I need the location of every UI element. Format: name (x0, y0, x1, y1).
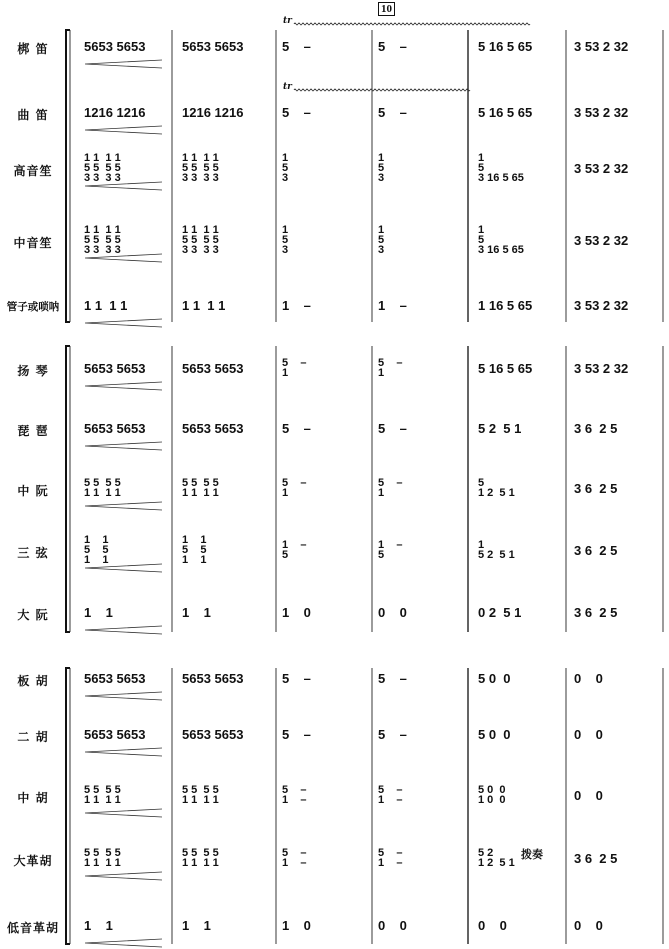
measure-notes: 5 – 1 – (282, 847, 307, 869)
measure-notes: 1 5 2 5 1 (478, 539, 515, 561)
measure-notes: 1 1 (84, 604, 113, 620)
measure-notes: 1 – (282, 297, 311, 313)
hairpin (85, 939, 162, 947)
measure-notes: 5 – (282, 104, 311, 120)
measure-notes: 1 0 (282, 604, 311, 620)
measure-notes: 1 1 1 1 5 5 5 5 3 3 3 3 (84, 152, 121, 184)
measure-notes: 5 5 5 5 1 1 1 1 (84, 784, 121, 806)
trill-line (294, 89, 470, 91)
measure-notes: 1 5 3 (378, 152, 385, 184)
instrument-label: 大革胡 (13, 854, 53, 868)
measure-notes: 1 – (378, 297, 407, 313)
measure-notes: 1 5 3 (282, 152, 289, 184)
hairpin (85, 126, 162, 134)
measure-notes: 5653 5653 (84, 670, 146, 686)
measure-notes: 5 – (282, 726, 311, 742)
measure-notes: 1 5 3 (282, 224, 289, 256)
measure-notes: 3 6 2 5 (574, 480, 618, 496)
measure-notes: 1 1 5 5 1 1 (84, 534, 109, 566)
trill-line (294, 23, 530, 25)
measure-notes: 0 0 (574, 917, 603, 933)
hairpin (85, 809, 162, 817)
measure-notes: 3 6 2 5 (574, 420, 618, 436)
measure-notes: 1216 1216 (84, 104, 146, 120)
measure-notes: 0 2 5 1 (478, 604, 522, 620)
instrument-label: 高音笙 (13, 164, 53, 178)
measure-notes: 1 1 1 1 5 5 5 5 3 3 3 3 (182, 224, 219, 256)
measure-notes: 1 1 (182, 604, 211, 620)
measure-notes: 0 0 (478, 917, 507, 933)
measure-notes: 5 – (378, 38, 407, 54)
hairpin (85, 748, 162, 756)
measure-notes: 5653 5653 (84, 360, 146, 376)
instrument-label: 二 胡 (17, 730, 49, 744)
measure-notes: 3 53 2 32 (574, 297, 629, 313)
measure-notes: 1 5 3 16 5 65 (478, 152, 524, 184)
measure-notes: 5 – (378, 726, 407, 742)
measure-notes: 3 53 2 32 (574, 104, 629, 120)
instrument-label: 三 弦 (17, 546, 49, 560)
measure-notes: 5 – 1 – (378, 784, 403, 806)
measure-notes: 0 0 (574, 787, 603, 803)
measure-notes: 5 – 1 (378, 357, 403, 379)
measure-notes: 3 6 2 5 (574, 604, 618, 620)
measure-notes: 5 – (378, 670, 407, 686)
measure-notes: 5 5 5 5 1 1 1 1 (182, 784, 219, 806)
measure-notes: 0 0 (378, 604, 407, 620)
measure-notes: 0 0 (574, 726, 603, 742)
measure-notes: 5653 5653 (84, 726, 146, 742)
measure-notes: 5 – (282, 38, 311, 54)
instrument-label: 管子或唢呐 (6, 301, 60, 313)
measure-notes: 1216 1216 (182, 104, 244, 120)
measure-notes: 5 – (378, 420, 407, 436)
measure-notes: 5 0 0 (478, 670, 511, 686)
hairpin (85, 382, 162, 390)
hairpin (85, 872, 162, 880)
measure-notes: 5 5 5 5 1 1 1 1 (182, 477, 219, 499)
measure-notes: 1 1 (182, 917, 211, 933)
measure-notes: 5653 5653 (182, 360, 244, 376)
pluck-instruction: 拨奏 (521, 848, 543, 861)
measure-notes: 5 – 1 – (378, 847, 403, 869)
system-bracket (66, 346, 70, 632)
measure-notes: 5 5 5 5 1 1 1 1 (84, 847, 121, 869)
measure-notes: 3 53 2 32 (574, 232, 629, 248)
measure-notes: 5 0 0 (478, 726, 511, 742)
instrument-label: 曲 笛 (17, 108, 49, 122)
measure-notes: 5653 5653 (84, 38, 146, 54)
measure-notes: 3 6 2 5 (574, 542, 618, 558)
measure-notes: 1 1 5 5 1 1 (182, 534, 207, 566)
trill-mark-second: tr (283, 82, 292, 92)
system-bracket (66, 668, 70, 944)
measure-notes: 5 0 0 1 0 0 (478, 784, 506, 806)
measure-notes: 5 – 1 (282, 357, 307, 379)
instrument-label: 中音笙 (13, 236, 53, 250)
measure-notes: 5 5 5 5 1 1 1 1 (84, 477, 121, 499)
measure-notes: 5653 5653 (182, 38, 244, 54)
measure-notes: 1 1 1 1 5 5 5 5 3 3 3 3 (84, 224, 121, 256)
measure-notes: 1 5 3 (378, 224, 385, 256)
instrument-label: 琵 琶 (17, 424, 49, 438)
measure-notes: 0 0 (378, 917, 407, 933)
measure-notes: 0 0 (574, 670, 603, 686)
rehearsal-mark: 10 (378, 2, 395, 16)
measure-notes: 1 – 5 (378, 539, 403, 561)
measure-notes: 5 – (282, 670, 311, 686)
hairpin (85, 502, 162, 510)
measure-notes: 5 – (282, 420, 311, 436)
instrument-label: 中 阮 (17, 484, 49, 498)
instrument-label: 梆 笛 (17, 42, 49, 56)
measure-notes: 5 16 5 65 (478, 38, 533, 54)
measure-notes: 5653 5653 (182, 670, 244, 686)
instrument-label: 扬 琴 (17, 364, 49, 378)
instrument-label: 大 阮 (17, 608, 49, 622)
measure-notes: 5 16 5 65 (478, 360, 533, 376)
system-bracket (66, 30, 70, 322)
measure-notes: 5 2 5 1 (478, 420, 522, 436)
measure-notes: 5 1 2 5 1 (478, 477, 515, 499)
instrument-label: 板 胡 (17, 674, 49, 688)
measure-notes: 3 53 2 32 (574, 160, 629, 176)
measure-notes: 3 53 2 32 (574, 360, 629, 376)
measure-notes: 3 6 2 5 (574, 850, 618, 866)
trill-mark-top: tr (283, 16, 292, 26)
measure-notes: 5 5 5 5 1 1 1 1 (182, 847, 219, 869)
measure-notes: 5 – 1 (378, 477, 403, 499)
measure-notes: 5 2 1 2 5 1 (478, 847, 515, 869)
measure-notes: 5653 5653 (182, 420, 244, 436)
hairpin (85, 319, 162, 327)
hairpin (85, 60, 162, 68)
measure-notes: 5 16 5 65 (478, 104, 533, 120)
measure-notes: 1 16 5 65 (478, 297, 533, 313)
hairpin (85, 442, 162, 450)
hairpin (85, 626, 162, 634)
instrument-label: 低音革胡 (6, 921, 59, 935)
measure-notes: 1 1 1 1 (182, 297, 226, 313)
measure-notes: 1 1 (84, 917, 113, 933)
measure-notes: 5 – (378, 104, 407, 120)
measure-notes: 1 1 1 1 (84, 297, 128, 313)
instrument-label: 中 胡 (17, 791, 49, 805)
measure-notes: 1 5 3 16 5 65 (478, 224, 524, 256)
measure-notes: 5653 5653 (182, 726, 244, 742)
measure-notes: 5653 5653 (84, 420, 146, 436)
measure-notes: 5 – 1 – (282, 784, 307, 806)
measure-notes: 5 – 1 (282, 477, 307, 499)
measure-notes: 1 0 (282, 917, 311, 933)
hairpin (85, 692, 162, 700)
measure-notes: 1 1 1 1 5 5 5 5 3 3 3 3 (182, 152, 219, 184)
measure-notes: 1 – 5 (282, 539, 307, 561)
measure-notes: 3 53 2 32 (574, 38, 629, 54)
